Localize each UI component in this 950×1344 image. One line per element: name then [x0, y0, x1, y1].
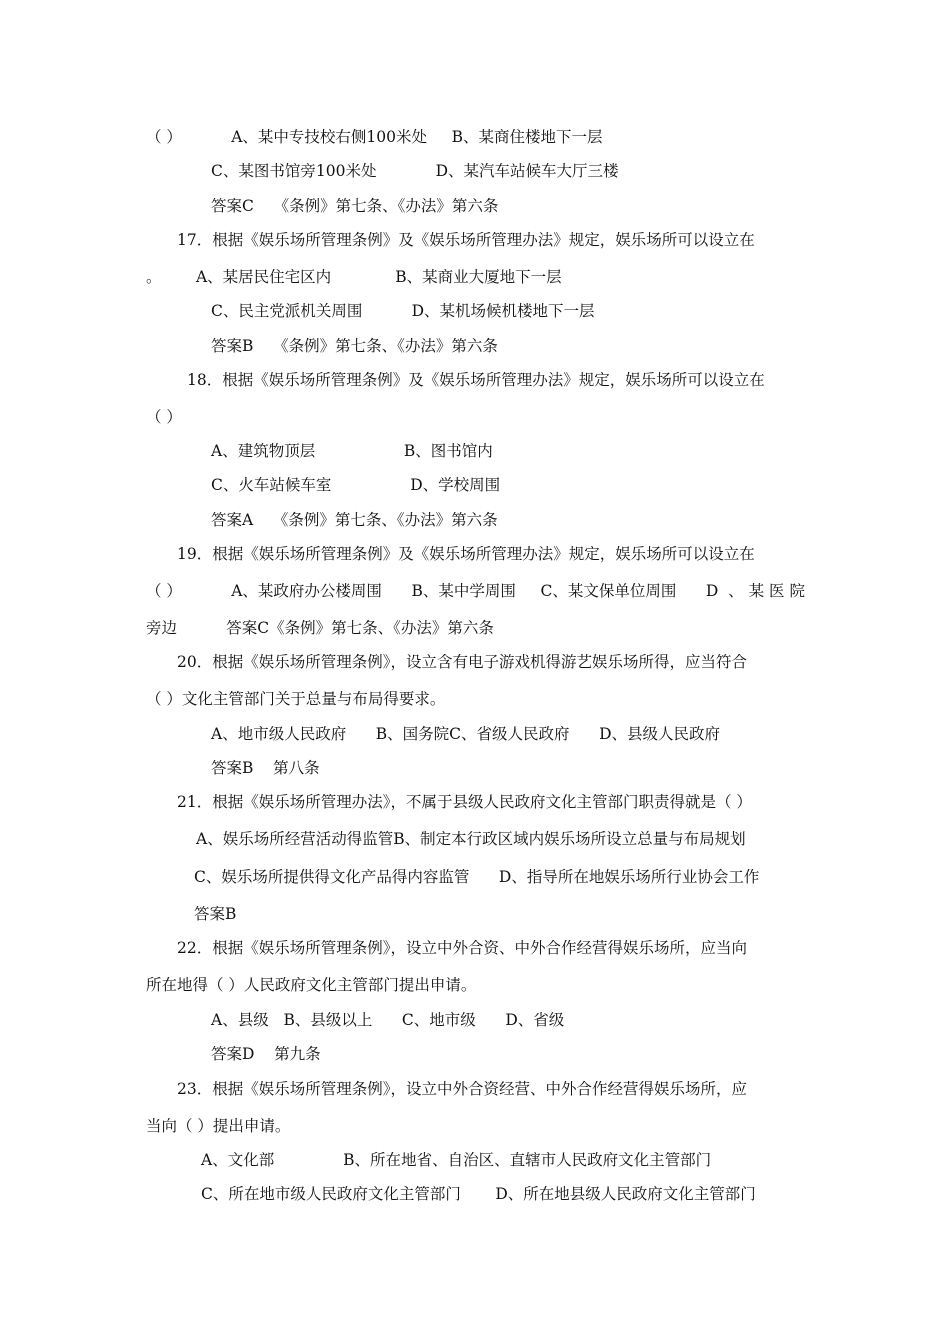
text-line: 所在地得（ ）人民政府文化主管部门提出申请。 — [146, 976, 477, 994]
text-line: A、地市级人民政府 B、国务院C、省级人民政府 D、县级人民政府 — [211, 725, 720, 743]
text-line: C、火车站候车室 D、学校周围 — [211, 476, 501, 494]
text-line: A、文化部 B、所在地省、自治区、直辖市人民政府文化主管部门 — [201, 1151, 712, 1169]
question-18: 18．根据《娱乐场所管理条例》及《娱乐场所管理办法》规定，娱乐场所可以设立在 — [187, 371, 765, 389]
text-line: 答案D 第九条 — [211, 1045, 321, 1063]
text-line: C、娱乐场所提供得文化产品得内容监管 D、指导所在地娱乐场所行业协会工作 — [194, 868, 760, 886]
text-line: （ ） — [146, 408, 182, 426]
question-19: 19．根据《娱乐场所管理条例》及《娱乐场所管理办法》规定，娱乐场所可以设立在 — [177, 545, 755, 563]
text-line: C、某图书馆旁100米处 D、某汽车站候车大厅三楼 — [211, 162, 619, 180]
text-line: 答案B 第八条 — [211, 759, 320, 777]
question-21: 21．根据《娱乐场所管理办法》，不属于县级人民政府文化主管部门职责得就是（ ） — [177, 793, 752, 811]
text-line: C、所在地市级人民政府文化主管部门 D、所在地县级人民政府文化主管部门 — [201, 1185, 756, 1203]
text-line: 。 A、某居民住宅区内 B、某商业大厦地下一层 — [146, 268, 562, 286]
text-line: （ ） A、某政府办公楼周围 B、某中学周围 C、某文保单位周围 D 、 某 医 院 — [146, 582, 805, 600]
text-line: A、建筑物顶层 B、图书馆内 — [211, 442, 493, 460]
question-20: 20．根据《娱乐场所管理条例》，设立含有电子游戏机得游艺娱乐场所得，应当符合 — [177, 653, 747, 671]
text-line: 答案B 《条例》第七条、《办法》第六条 — [211, 337, 498, 355]
text-line: 当向（ ）提出申请。 — [146, 1117, 291, 1135]
text-line: C、民主党派机关周围 D、某机场候机楼地下一层 — [211, 302, 595, 320]
text-line: 答案B — [194, 905, 237, 923]
text-line: 答案A 《条例》第七条、《办法》第六条 — [211, 511, 498, 529]
question-23: 23．根据《娱乐场所管理条例》，设立中外合资经营、中外合作经营得娱乐场所，应 — [177, 1080, 747, 1098]
question-22: 22．根据《娱乐场所管理条例》，设立中外合资、中外合作经营得娱乐场所，应当向 — [177, 939, 747, 957]
text-line: A、娱乐场所经营活动得监管B、制定本行政区域内娱乐场所设立总量与布局规划 — [196, 830, 746, 848]
text-line: （ ）文化主管部门关于总量与布局得要求。 — [146, 690, 446, 708]
text-line: 答案C 《条例》第七条、《办法》第六条 — [211, 197, 499, 215]
question-17: 17．根据《娱乐场所管理条例》及《娱乐场所管理办法》规定，娱乐场所可以设立在 — [177, 231, 755, 249]
text-line: 旁边 答案C《条例》第七条、《办法》第六条 — [146, 619, 494, 637]
text-line: （ ） A、某中专技校右侧100米处 B、某商住楼地下一层 — [146, 128, 603, 146]
text-line: A、县级 B、县级以上 C、地市级 D、省级 — [211, 1011, 565, 1029]
